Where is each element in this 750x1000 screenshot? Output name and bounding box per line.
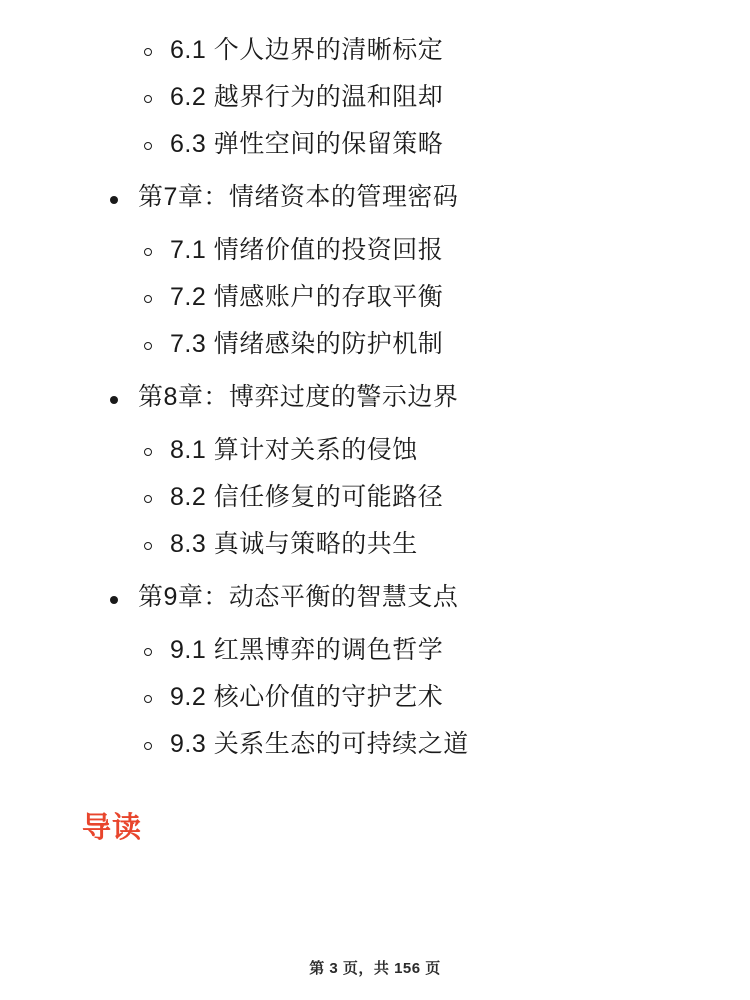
hollow-bullet-icon	[144, 248, 152, 256]
toc-item-label: 6.2 越界行为的温和阻却	[170, 83, 444, 111]
toc-item-label: 9.2 核心价值的守护艺术	[170, 683, 444, 711]
toc-section-item[interactable]	[60, 638, 690, 663]
toc-item-label: 9.1 红黑博弈的调色哲学	[170, 636, 444, 664]
toc-spacer	[60, 414, 690, 438]
hollow-bullet-icon	[144, 448, 152, 456]
toc-chapter-item[interactable]	[60, 185, 690, 210]
toc-item-label: 7.3 情绪感染的防护机制	[170, 330, 444, 358]
page-footer: 第 3 页，共 156 页	[309, 960, 441, 977]
toc-item-label: 8.3 真诚与策略的共生	[170, 530, 418, 558]
toc-item-label: 7.1 情绪价值的投资回报	[170, 236, 444, 264]
toc-item-label: 8.1 算计对关系的侵蚀	[170, 436, 418, 464]
toc-section-item[interactable]	[60, 332, 690, 357]
toc-chapter-item[interactable]	[60, 585, 690, 610]
toc-spacer	[60, 214, 690, 238]
toc-spacer	[60, 161, 690, 185]
toc-item-label: 第7章：情绪资本的管理密码	[138, 183, 459, 211]
hollow-bullet-icon	[144, 342, 152, 350]
hollow-bullet-icon	[144, 695, 152, 703]
toc-item-label: 第8章：博弈过度的警示边界	[138, 383, 459, 411]
table-of-contents	[60, 38, 690, 757]
filled-bullet-icon	[110, 396, 118, 404]
toc-item-label: 6.1 个人边界的清晰标定	[170, 36, 444, 64]
section-heading: 导读	[82, 812, 143, 844]
toc-section-item[interactable]	[60, 238, 690, 263]
toc-spacer	[60, 614, 690, 638]
toc-chapter-item[interactable]	[60, 385, 690, 410]
filled-bullet-icon	[110, 596, 118, 604]
hollow-bullet-icon	[144, 648, 152, 656]
toc-section-item[interactable]	[60, 132, 690, 157]
hollow-bullet-icon	[144, 542, 152, 550]
toc-item-label: 第9章：动态平衡的智慧支点	[138, 583, 459, 611]
hollow-bullet-icon	[144, 742, 152, 750]
toc-section-item[interactable]	[60, 685, 690, 710]
section-heading-block	[60, 813, 690, 845]
hollow-bullet-icon	[144, 48, 152, 56]
filled-bullet-icon	[110, 196, 118, 204]
toc-section-item[interactable]	[60, 38, 690, 63]
toc-section-item[interactable]	[60, 485, 690, 510]
toc-item-label: 9.3 关系生态的可持续之道	[170, 730, 469, 758]
toc-item-label: 6.3 弹性空间的保留策略	[170, 130, 444, 158]
toc-spacer	[60, 561, 690, 585]
toc-section-item[interactable]	[60, 85, 690, 110]
toc-spacer	[60, 361, 690, 385]
hollow-bullet-icon	[144, 495, 152, 503]
toc-item-label: 7.2 情感账户的存取平衡	[170, 283, 444, 311]
toc-section-item[interactable]	[60, 532, 690, 557]
toc-section-item[interactable]	[60, 285, 690, 310]
toc-item-label: 8.2 信任修复的可能路径	[170, 483, 444, 511]
toc-section-item[interactable]	[60, 732, 690, 757]
hollow-bullet-icon	[144, 95, 152, 103]
toc-section-item[interactable]	[60, 438, 690, 463]
hollow-bullet-icon	[144, 142, 152, 150]
hollow-bullet-icon	[144, 295, 152, 303]
